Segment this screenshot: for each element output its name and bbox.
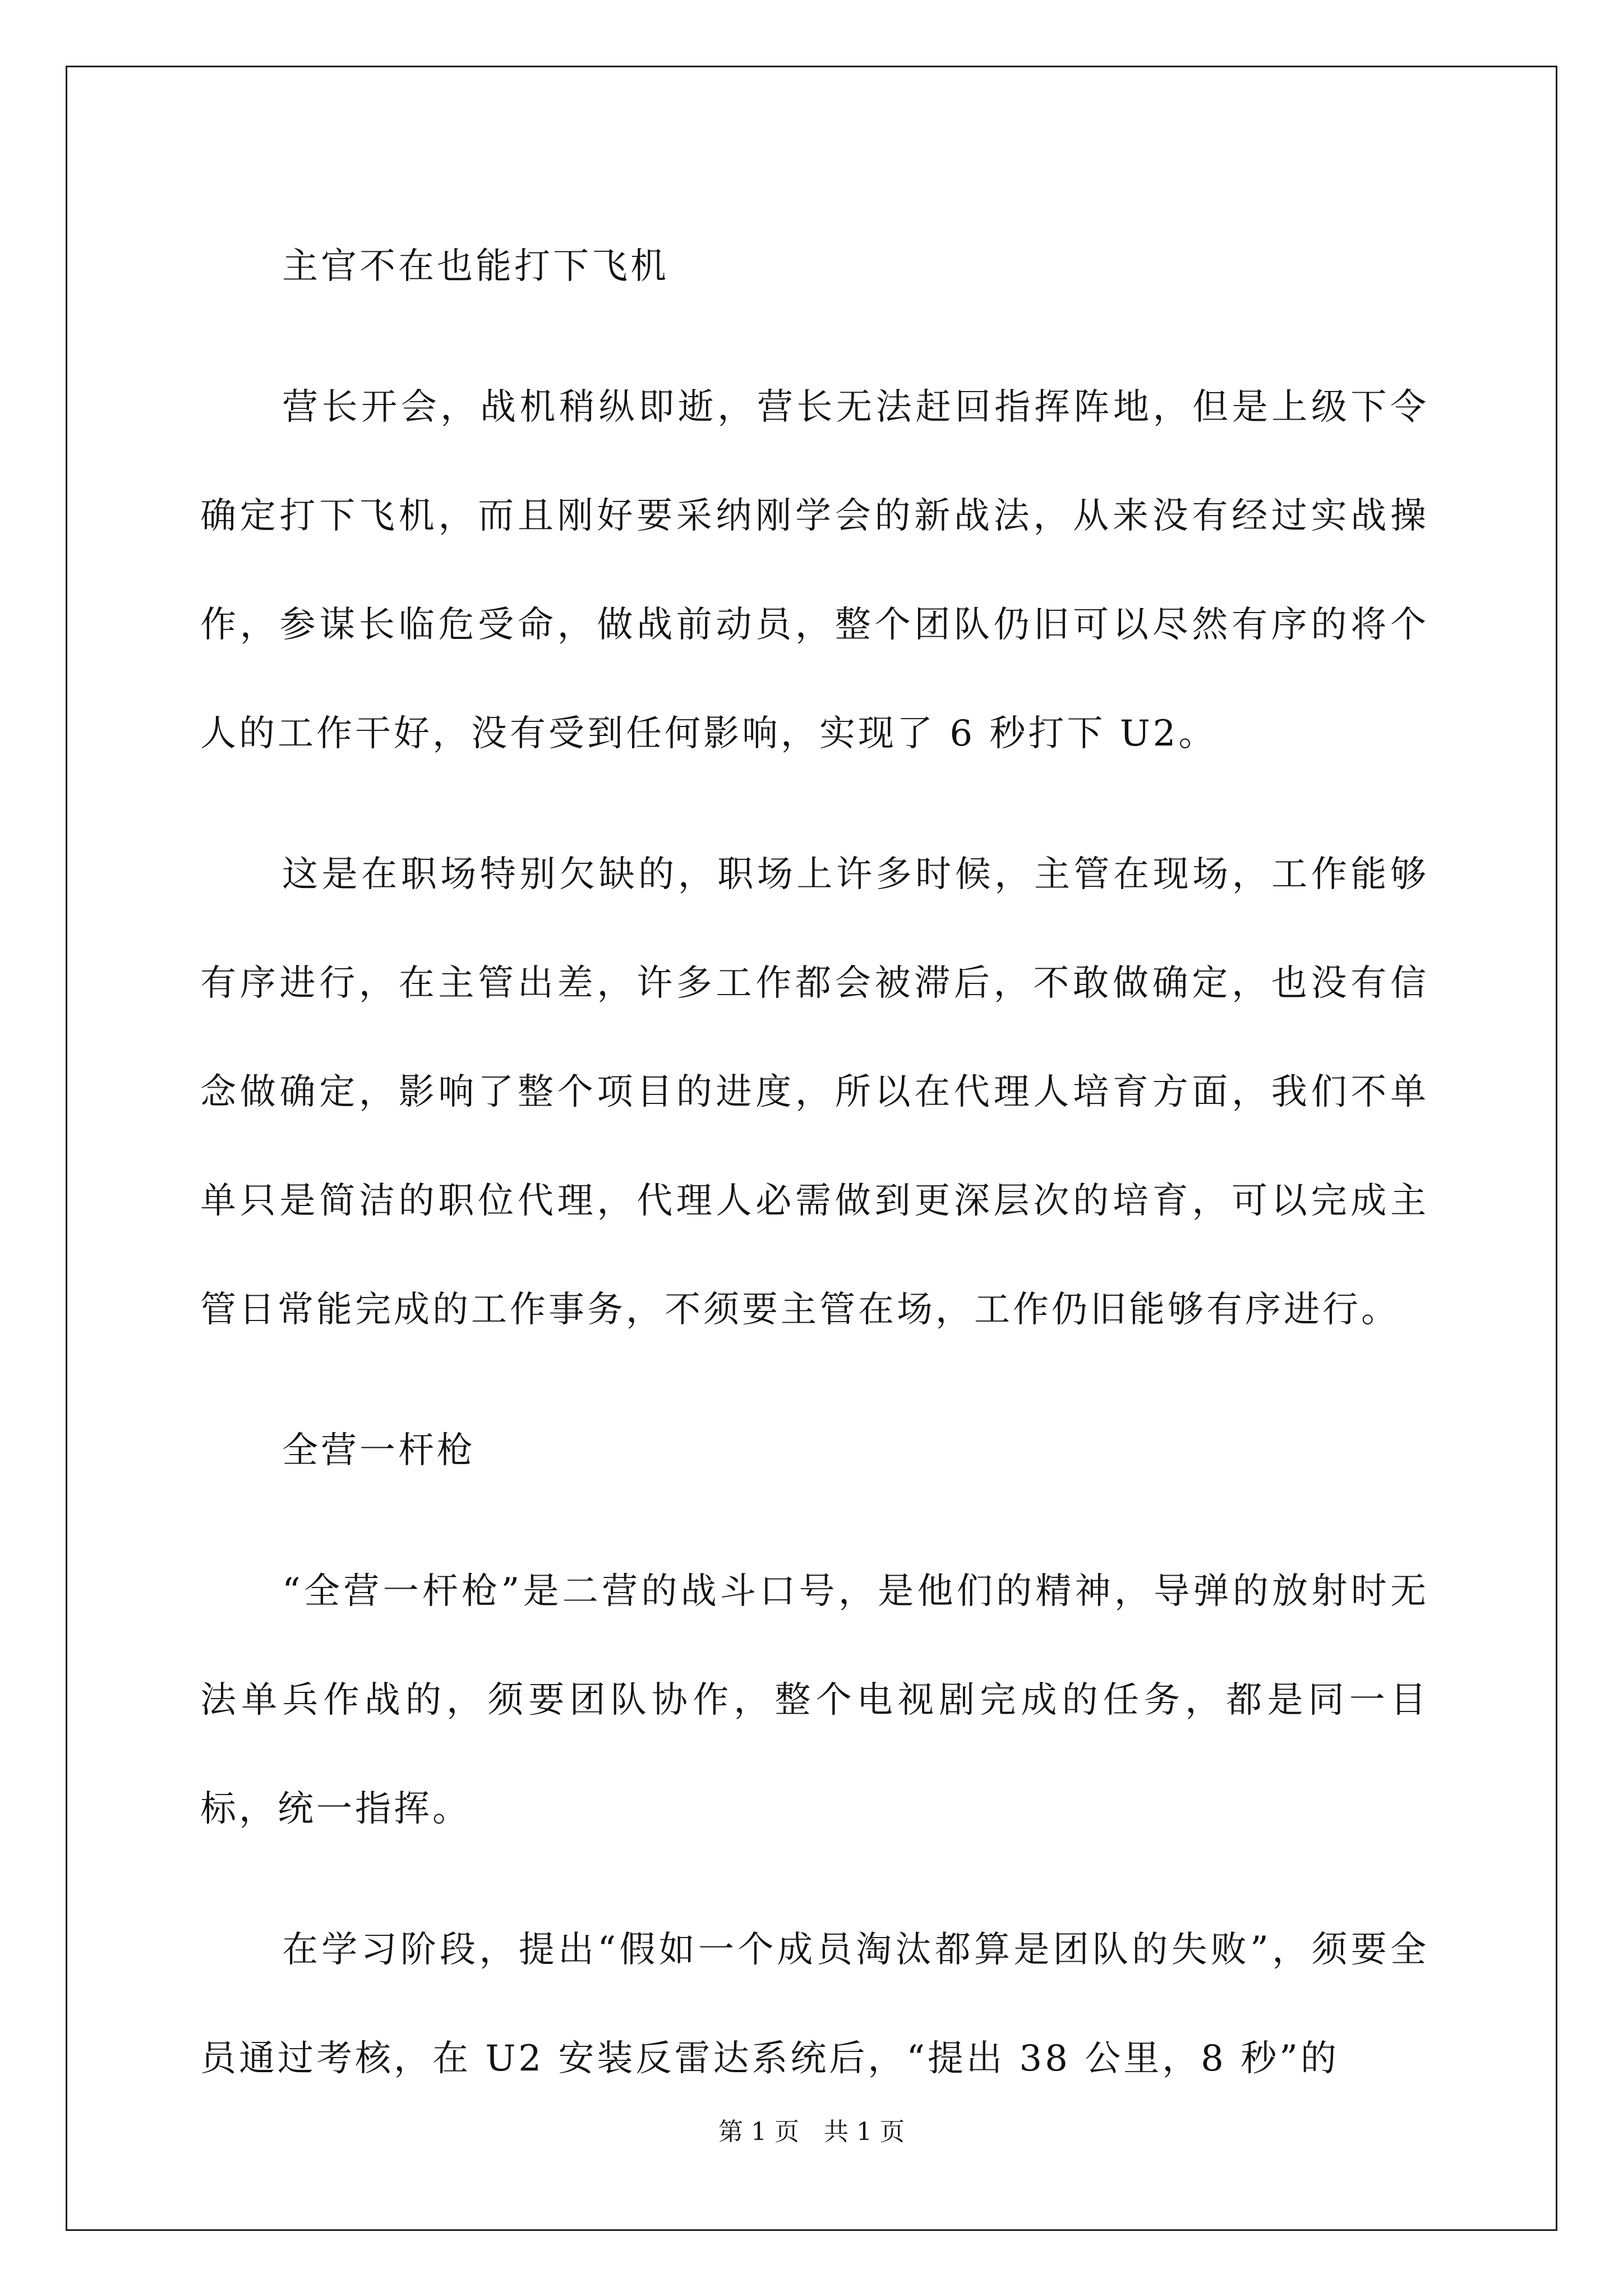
section-heading: 全营一杆枪 [282, 1430, 476, 1471]
body-paragraph: 在学习阶段，提出“假如一个成员淘汰都算是团队的失败”，须要全员通过考核，在 U2 安装反雷达系统后，“提出 38 公里，8 秒”的 [200, 1929, 1429, 2079]
body-paragraph: 营长开会，战机稍纵即逝，营长无法赶回指挥阵地，但是上级下令确定打下飞机，而且刚好要采纳刚学会的新战法，从来没有经过实战操作，参谋长临危受命，做战前动员，整个团队仍旧可以尽然有序的将个人的工作干好，没有受到任何影响，实现了 6 秒打下 U2。 [200, 386, 1429, 754]
page-footer: 第 1 页 共 1 页 [718, 2118, 905, 2146]
section-heading: 主官不在也能打下飞机 [282, 246, 669, 287]
body-paragraph: 这是在职场特别欠缺的，职场上许多时候，主管在现场，工作能够有序进行，在主管出差，许多工作都会被滞后，不敢做确定，也没有信念做确定，影响了整个项目的进度，所以在代理人培育方面，我们不单单只是简洁的职位代理，代理人必需做到更深层次的培育，可以完成主管日常能完成的工作事务，不须要主管在场，工作仍旧能够有序进行。 [200, 854, 1429, 1331]
body-paragraph: “全营一杆枪”是二营的战斗口号，是他们的精神，导弹的放射时无法单兵作战的，须要团队协作，整个电视剧完成的任务，都是同一目标，统一指挥。 [200, 1571, 1429, 1830]
document-body [200, 212, 1429, 2113]
